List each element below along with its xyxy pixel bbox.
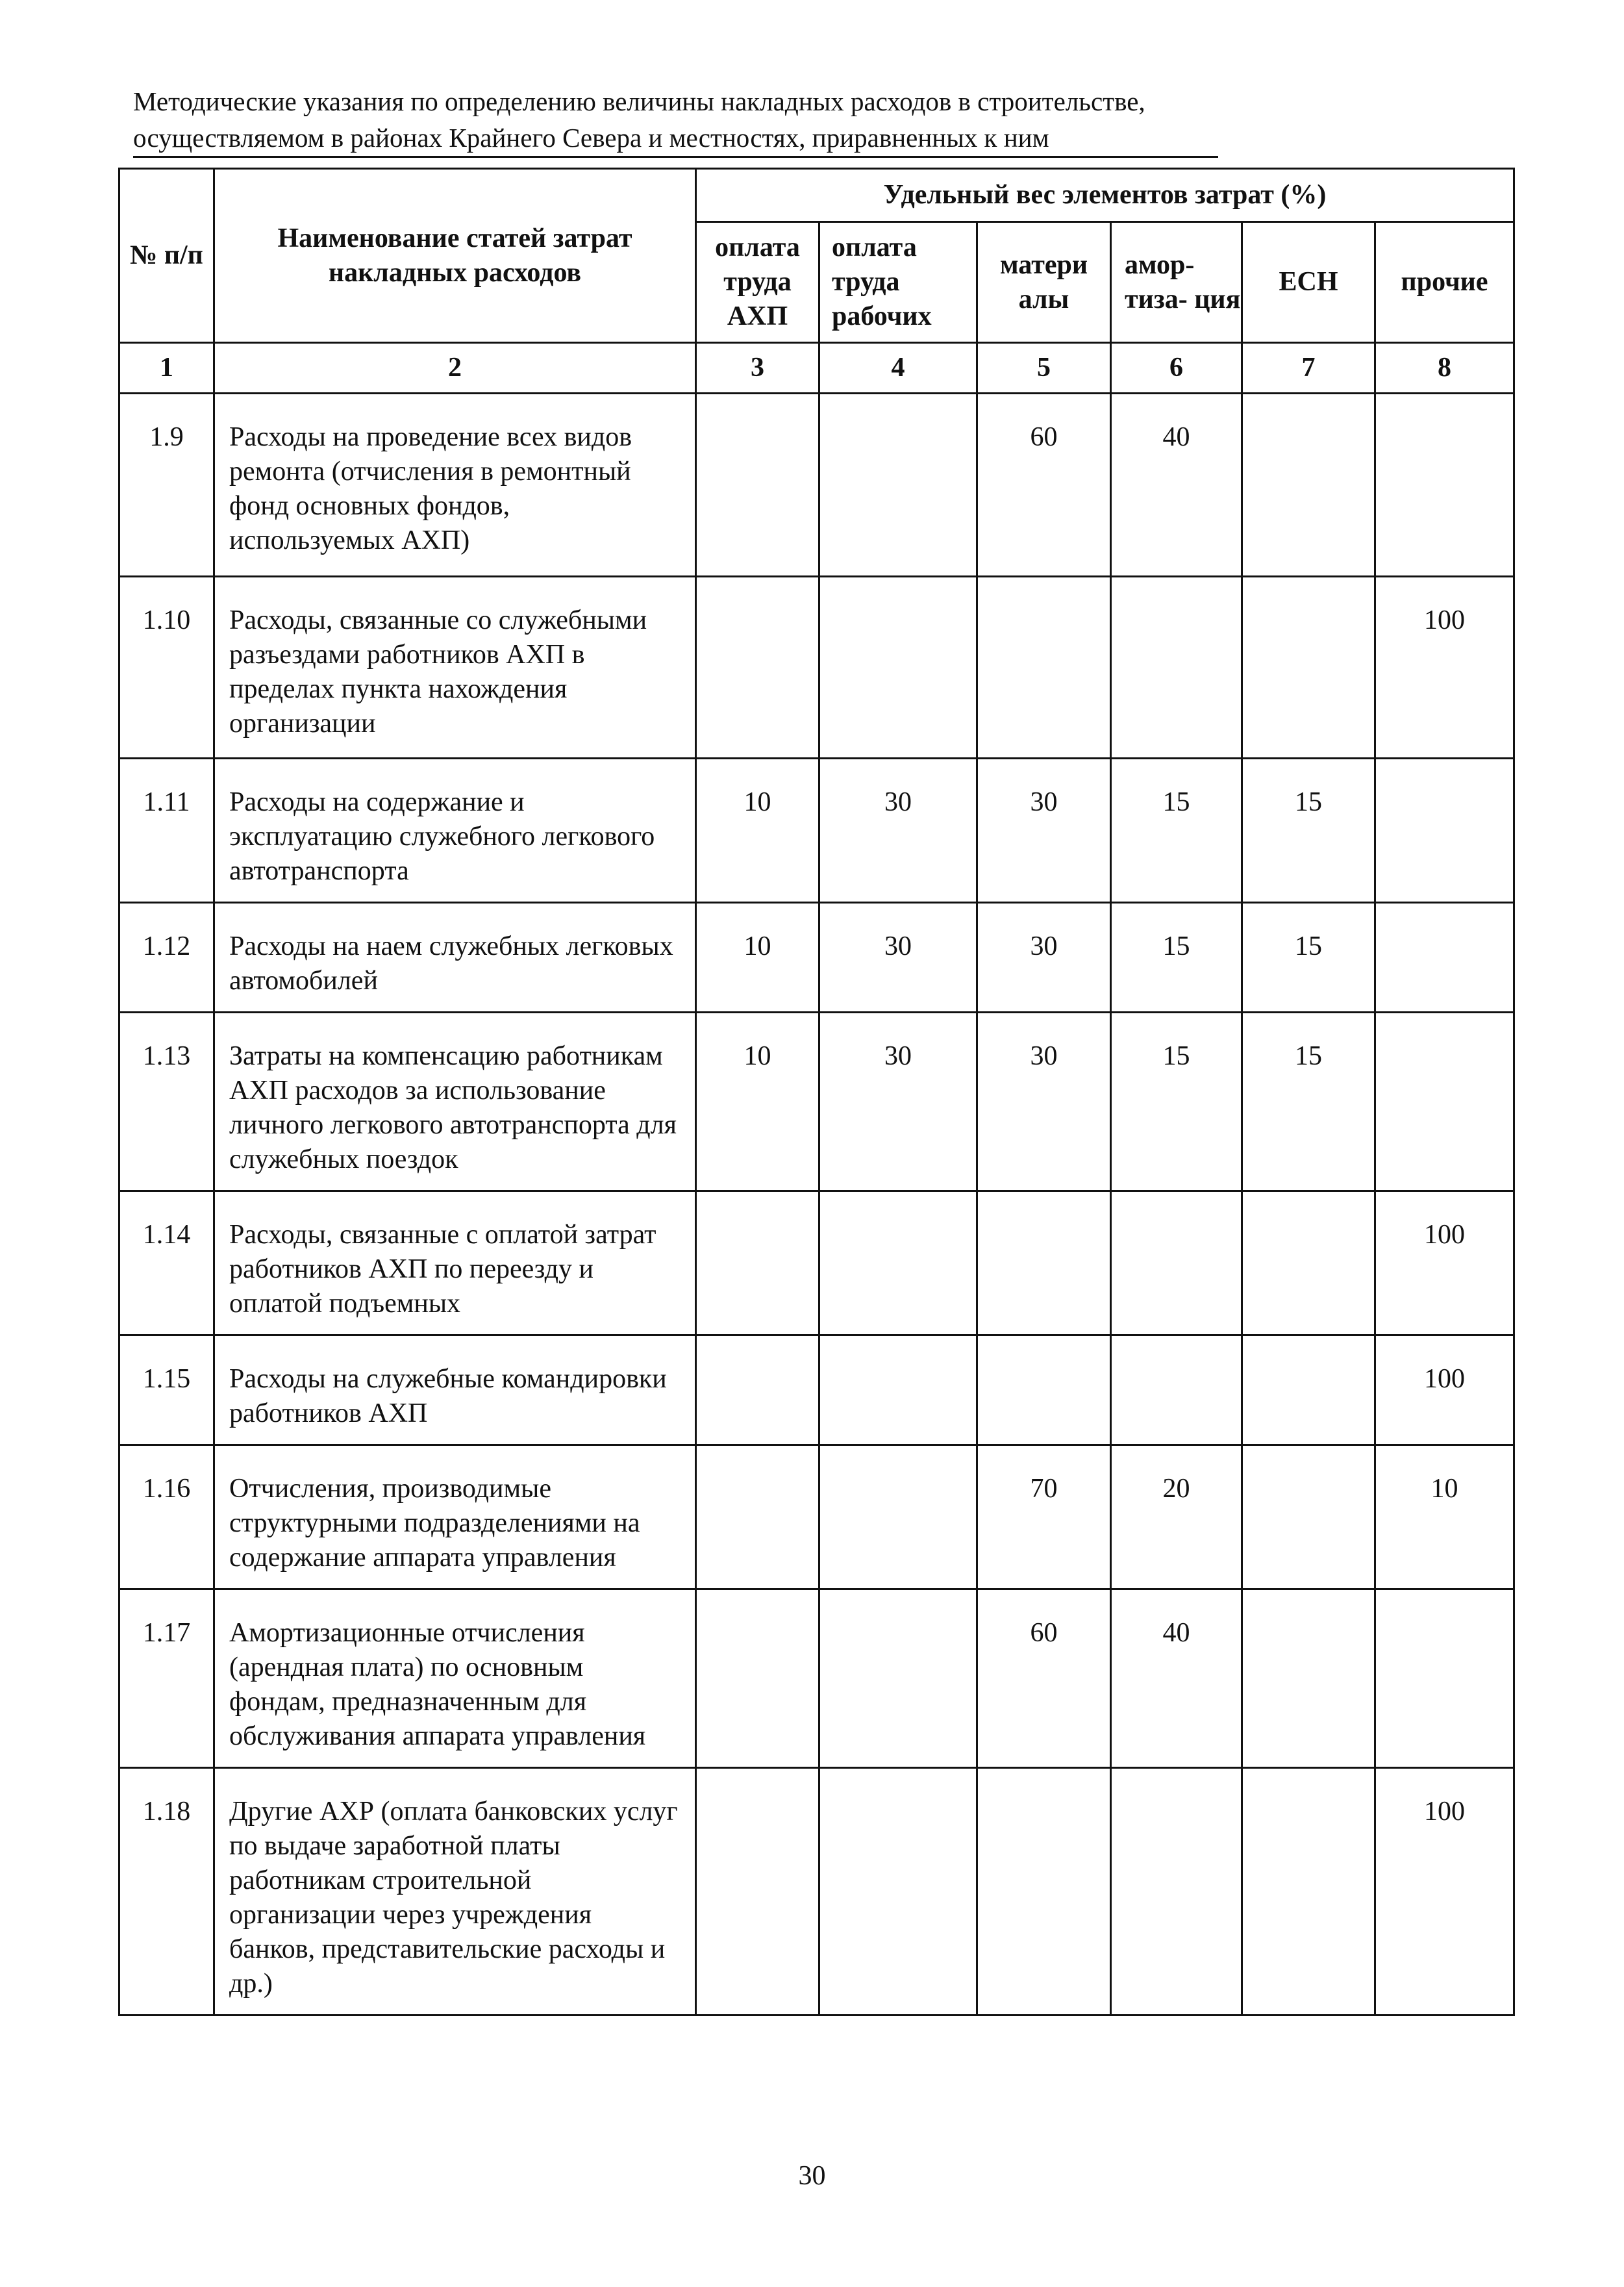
row-value-col-3	[696, 394, 819, 577]
col-number: 3	[696, 343, 819, 394]
row-number: 1.9	[119, 394, 214, 577]
row-value-col-6	[1111, 1191, 1242, 1335]
header-num: № п/п	[119, 169, 214, 343]
row-value-col-4: 30	[819, 903, 977, 1013]
row-number: 1.15	[119, 1335, 214, 1445]
col-number: 6	[1111, 343, 1242, 394]
row-number: 1.17	[119, 1589, 214, 1768]
table-body	[119, 169, 1514, 2015]
row-value-col-3	[696, 1335, 819, 1445]
row-cost-item-name: Расходы на содержание и эксплуатацию служебного легкового автотранспорта	[214, 759, 696, 903]
row-value-col-5: 30	[977, 759, 1111, 903]
row-value-col-6: 40	[1111, 1589, 1242, 1768]
row-value-col-7	[1242, 1445, 1375, 1589]
document-header	[133, 83, 1295, 158]
table-row	[119, 1589, 1514, 1768]
row-value-col-3	[696, 577, 819, 759]
table-row	[119, 1191, 1514, 1335]
row-value-col-7	[1242, 1589, 1375, 1768]
row-value-col-5	[977, 1191, 1111, 1335]
row-value-col-8	[1375, 1589, 1514, 1768]
table-row	[119, 1445, 1514, 1589]
row-value-col-4	[819, 1445, 977, 1589]
row-value-col-3	[696, 1768, 819, 2015]
col-number: 5	[977, 343, 1111, 394]
table-row	[119, 394, 1514, 577]
row-number: 1.14	[119, 1191, 214, 1335]
row-value-col-6: 15	[1111, 1013, 1242, 1191]
row-value-col-5: 70	[977, 1445, 1111, 1589]
table-row	[119, 1335, 1514, 1445]
row-cost-item-name: Амортизационные отчисления (арендная плата) по основным фондам, предназначенным для обслуживания аппарата управления	[214, 1589, 696, 1768]
header-col-6: амор- тиза- ция	[1111, 222, 1242, 343]
row-value-col-7	[1242, 1768, 1375, 2015]
row-value-col-8: 100	[1375, 577, 1514, 759]
row-number: 1.16	[119, 1445, 214, 1589]
row-value-col-5: 60	[977, 1589, 1111, 1768]
row-value-col-8: 100	[1375, 1191, 1514, 1335]
header-col-3: оплата труда АХП	[696, 222, 819, 343]
table-row	[119, 759, 1514, 903]
row-value-col-8	[1375, 394, 1514, 577]
row-value-col-5: 30	[977, 903, 1111, 1013]
row-value-col-5	[977, 577, 1111, 759]
row-value-col-3: 10	[696, 903, 819, 1013]
row-value-col-3: 10	[696, 1013, 819, 1191]
row-value-col-5: 60	[977, 394, 1111, 577]
row-value-col-5	[977, 1335, 1111, 1445]
row-cost-item-name: Расходы на проведение всех видов ремонта (отчисления в ремонтный фонд основных фондов, используемых АХП)	[214, 394, 696, 577]
col-number: 7	[1242, 343, 1375, 394]
row-value-col-3: 10	[696, 759, 819, 903]
cost-structure-table	[118, 168, 1515, 2016]
row-number: 1.10	[119, 577, 214, 759]
row-value-col-5	[977, 1768, 1111, 2015]
row-value-col-4: 30	[819, 1013, 977, 1191]
header-col-4: оплата труда рабочих	[819, 222, 977, 343]
row-cost-item-name: Расходы на служебные командировки работников АХП	[214, 1335, 696, 1445]
row-cost-item-name: Отчисления, производимые структурными подразделениями на содержание аппарата управления	[214, 1445, 696, 1589]
col-number: 1	[119, 343, 214, 394]
row-value-col-6	[1111, 1768, 1242, 2015]
row-value-col-4	[819, 1589, 977, 1768]
header-col-8: прочие	[1375, 222, 1514, 343]
header-col-5: матери алы	[977, 222, 1111, 343]
row-value-col-3	[696, 1191, 819, 1335]
row-value-col-4	[819, 577, 977, 759]
row-value-col-8: 100	[1375, 1768, 1514, 2015]
col-number: 4	[819, 343, 977, 394]
table-row	[119, 903, 1514, 1013]
row-number: 1.11	[119, 759, 214, 903]
table-row	[119, 1768, 1514, 2015]
row-value-col-4	[819, 394, 977, 577]
row-value-col-5: 30	[977, 1013, 1111, 1191]
table-row	[119, 1013, 1514, 1191]
row-value-col-6: 15	[1111, 759, 1242, 903]
row-value-col-7	[1242, 1335, 1375, 1445]
row-cost-item-name: Расходы, связанные со служебными разъездами работников АХП в пределах пункта нахождения организации	[214, 577, 696, 759]
row-cost-item-name: Затраты на компенсацию работникам АХП расходов за использование личного легкового автотранспорта для служебных поездок	[214, 1013, 696, 1191]
row-value-col-6	[1111, 1335, 1242, 1445]
header-col-7: ЕСН	[1242, 222, 1375, 343]
row-value-col-6: 15	[1111, 903, 1242, 1013]
header-name: Наименование статей затрат накладных расходов	[214, 169, 696, 343]
row-value-col-8: 100	[1375, 1335, 1514, 1445]
row-number: 1.12	[119, 903, 214, 1013]
row-number: 1.13	[119, 1013, 214, 1191]
col-number: 2	[214, 343, 696, 394]
header-group: Удельный вес элементов затрат (%)	[696, 169, 1514, 222]
row-value-col-8: 10	[1375, 1445, 1514, 1589]
row-value-col-8	[1375, 903, 1514, 1013]
row-value-col-7	[1242, 394, 1375, 577]
row-cost-item-name: Расходы на наем служебных легковых автомобилей	[214, 903, 696, 1013]
header-line-2: осуществляемом в районах Крайнего Севера и местностях, приравненных к ним	[133, 120, 1218, 158]
row-value-col-3	[696, 1445, 819, 1589]
table-row	[119, 577, 1514, 759]
row-value-col-3	[696, 1589, 819, 1768]
row-value-col-7	[1242, 577, 1375, 759]
row-value-col-6	[1111, 577, 1242, 759]
row-number: 1.18	[119, 1768, 214, 2015]
header-line-1: Методические указания по определению величины накладных расходов в строительстве,	[133, 86, 1145, 116]
row-value-col-6: 20	[1111, 1445, 1242, 1589]
row-value-col-7: 15	[1242, 1013, 1375, 1191]
row-value-col-4	[819, 1768, 977, 2015]
row-value-col-8	[1375, 759, 1514, 903]
row-value-col-4	[819, 1191, 977, 1335]
row-value-col-7: 15	[1242, 759, 1375, 903]
row-cost-item-name: Другие АХР (оплата банковских услуг по выдаче заработной платы работникам строительной организации через учреждения банков, представительские расходы и др.)	[214, 1768, 696, 2015]
row-cost-item-name: Расходы, связанные с оплатой затрат работников АХП по переезду и оплатой подъемных	[214, 1191, 696, 1335]
row-value-col-8	[1375, 1013, 1514, 1191]
page-number: 30	[798, 2161, 826, 2191]
col-number: 8	[1375, 343, 1514, 394]
row-value-col-7: 15	[1242, 903, 1375, 1013]
row-value-col-4: 30	[819, 759, 977, 903]
row-value-col-6: 40	[1111, 394, 1242, 577]
row-value-col-7	[1242, 1191, 1375, 1335]
row-value-col-4	[819, 1335, 977, 1445]
